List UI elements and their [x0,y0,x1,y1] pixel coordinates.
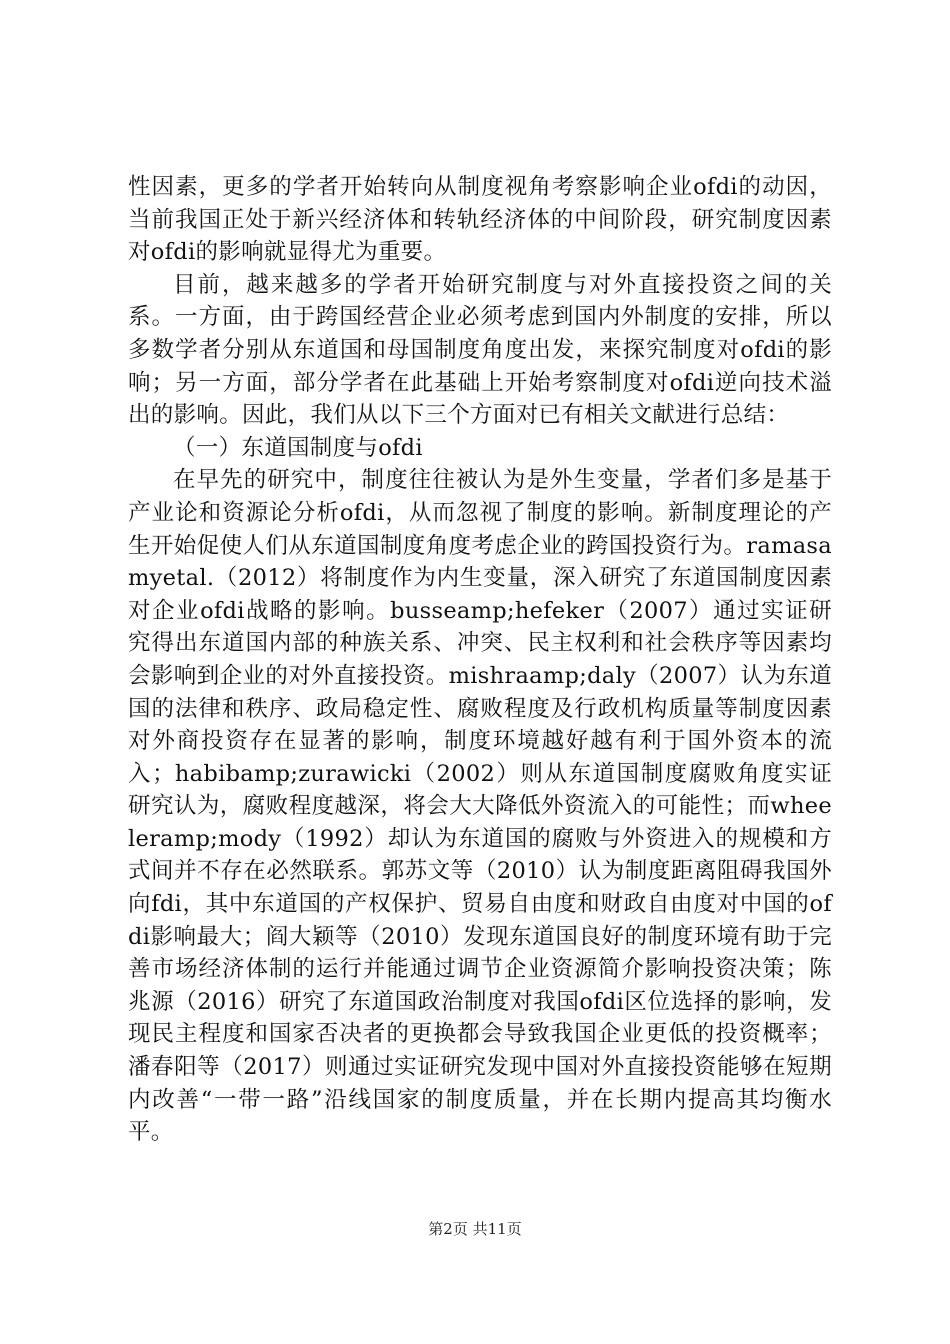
document-body [128,171,832,1149]
page-footer: 第2页 共11页 [428,1220,522,1238]
paragraph-2: 目前，越来越多的学者开始研究制度与对外直接投资之间的关系。一方面，由于跨国经营企业必须考虑到国内外制度的安排，所以多数学者分别从东道国和母国制度角度出发，来探究制度对ofdi的影响；另一方面，部分学者在此基础上开始考察制度对ofdi逆向技术溢出的影响。因此，我们从以下三个方面对已有相关文献进行总结： [128,271,832,429]
paragraph-3: 在早先的研究中，制度往往被认为是外生变量，学者们多是基于产业论和资源论分析ofdi，从而忽视了制度的影响。新制度理论的产生开始促使人们从东道国制度角度考虑企业的跨国投资行为。ramasamyetal.（2012）将制度作为内生变量，深入研究了东道国制度因素对企业ofdi战略的影响。busseamp;hefeker（2007）通过实证研究得出东道国内部的种族关系、冲突、民主权利和社会秩序等因素均会影响到企业的对外直接投资。mishraamp;daly（2007）认为东道国的法律和秩序、政局稳定性、腐败程度及行政机构质量等制度因素对外商投资存在显著的影响，制度环境越好越有利于国外资本的流入；habibamp;zurawicki（2002）则从东道国制度腐败角度实证研究认为，腐败程度越深，将会大大降低外资流入的可能性；而wheeleramp;mody（1992）却认为东道国的腐败与外资进入的规模和方式间并不存在必然联系。郭苏文等（2010）认为制度距离阻碍我国外向fdi，其中东道国的产权保护、贸易自由度和财政自由度对中国的ofdi影响最大；阎大颖等（2010）发现东道国良好的制度环境有助于完善市场经济体制的运行并能通过调节企业资源简介影响投资决策；陈兆源（2016）研究了东道国政治制度对我国ofdi区位选择的影响，发现民主程度和国家否决者的更换都会导致我国企业更低的投资概率；潘春阳等（2017）则通过实证研究发现中国对外直接投资能够在短期内改善“一带一路”沿线国家的制度质量，并在长期内提高其均衡水平。 [128,467,832,1146]
section-heading: （一）东道国制度与ofdi [173,434,423,461]
paragraph-1: 性因素，更多的学者开始转向从制度视角考察影响企业ofdi的动因，当前我国正处于新兴经济体和转轨经济体的中间阶段，研究制度因素对ofdi的影响就显得尤为重要。 [128,174,832,266]
